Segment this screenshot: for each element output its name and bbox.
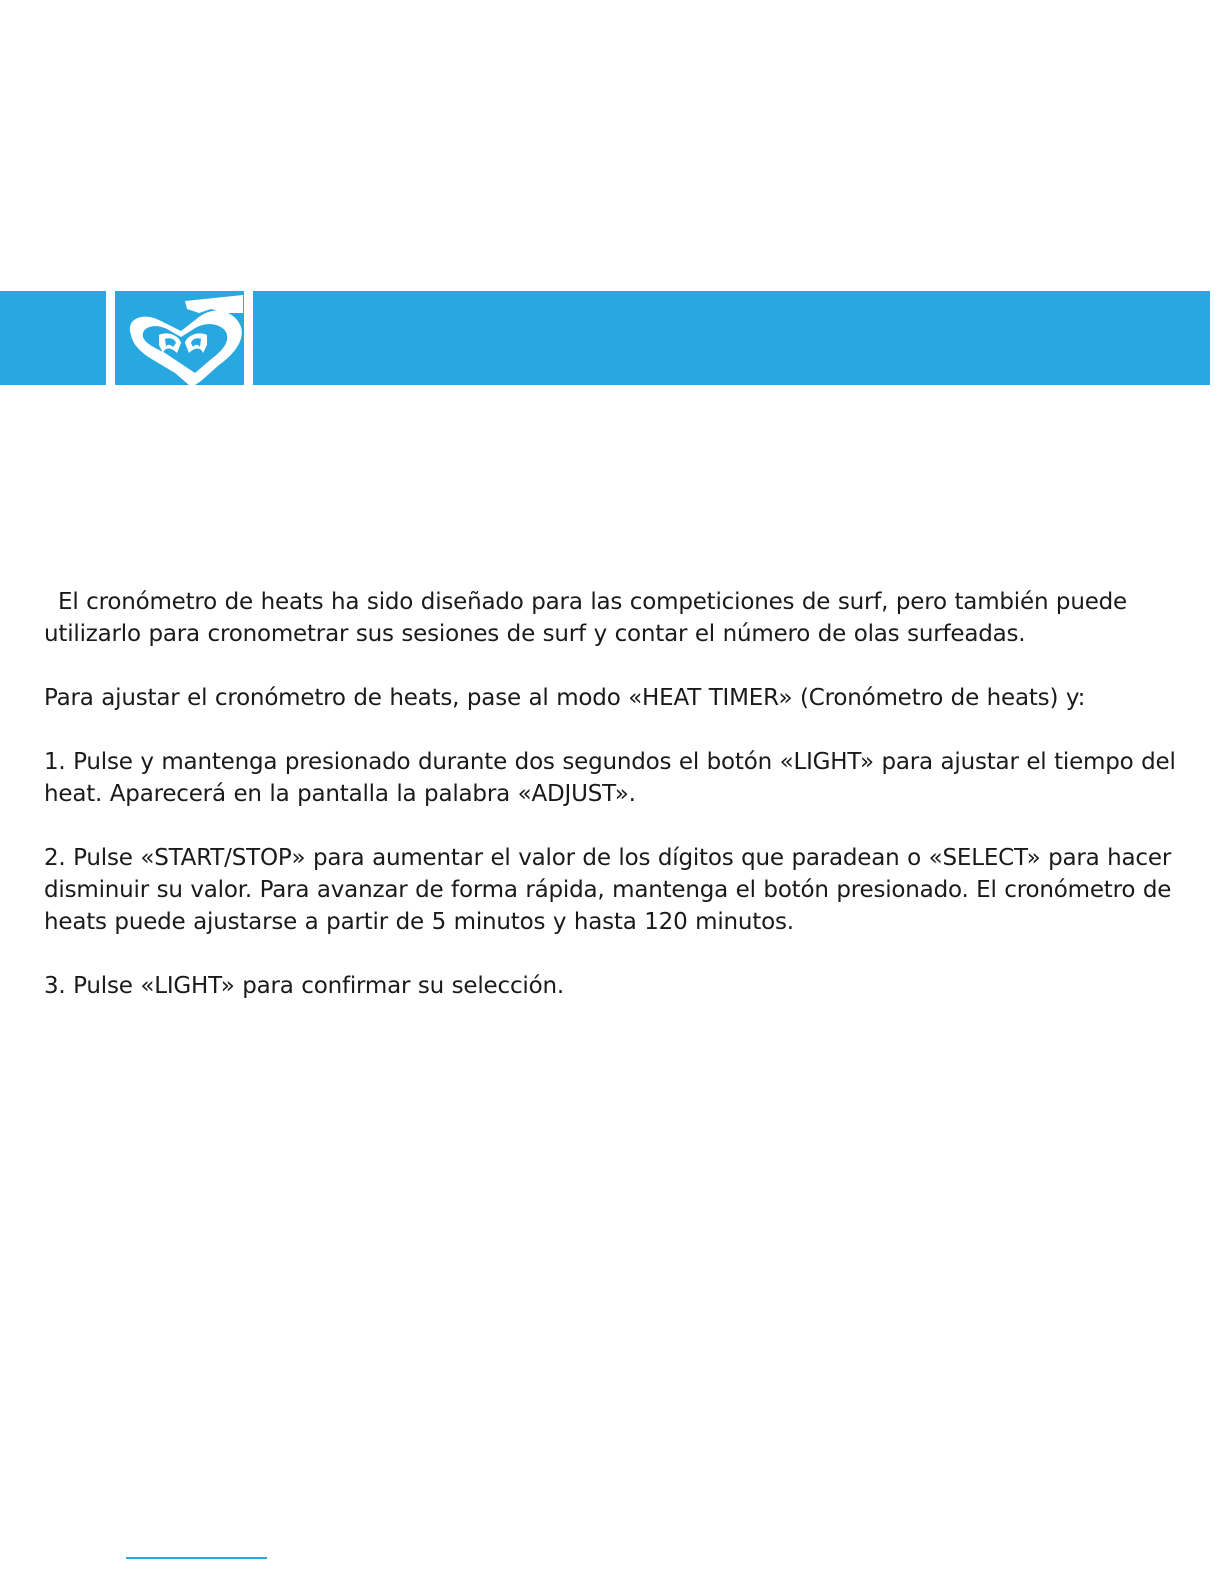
step-2-paragraph: 2. Pulse «START/STOP» para aumentar el valor de los dígitos que paradean o «SELECT» para hacer disminuir su valor. Para avanzar de forma rápida, mantenga el botón presionado. El cronómetro de heats puede ajustarse a partir de 5 minutos y hasta 120 minutos.	[44, 845, 1172, 935]
step-3-paragraph: 3. Pulse «LIGHT» para confirmar su selección.	[44, 973, 564, 999]
header-band-right	[253, 291, 1210, 385]
instructions-body	[44, 586, 1184, 1034]
intro-paragraph: El cronómetro de heats ha sido diseñado para las competiciones de surf, pero también puede utilizarlo para cronometrar sus sesiones de surf y contar el número de olas surfeadas.	[44, 589, 1128, 647]
header-band-left	[0, 291, 106, 385]
footer-rule	[126, 1557, 267, 1559]
logo	[115, 291, 244, 385]
mode-paragraph: Para ajustar el cronómetro de heats, pase al modo «HEAT TIMER» (Cronómetro de heats) y:	[44, 685, 1086, 711]
step-1-paragraph: 1. Pulse y mantenga presionado durante dos segundos el botón «LIGHT» para ajustar el tiempo del heat. Aparecerá en la pantalla la palabra «ADJUST».	[44, 749, 1176, 807]
heart-logo-icon	[115, 291, 244, 385]
